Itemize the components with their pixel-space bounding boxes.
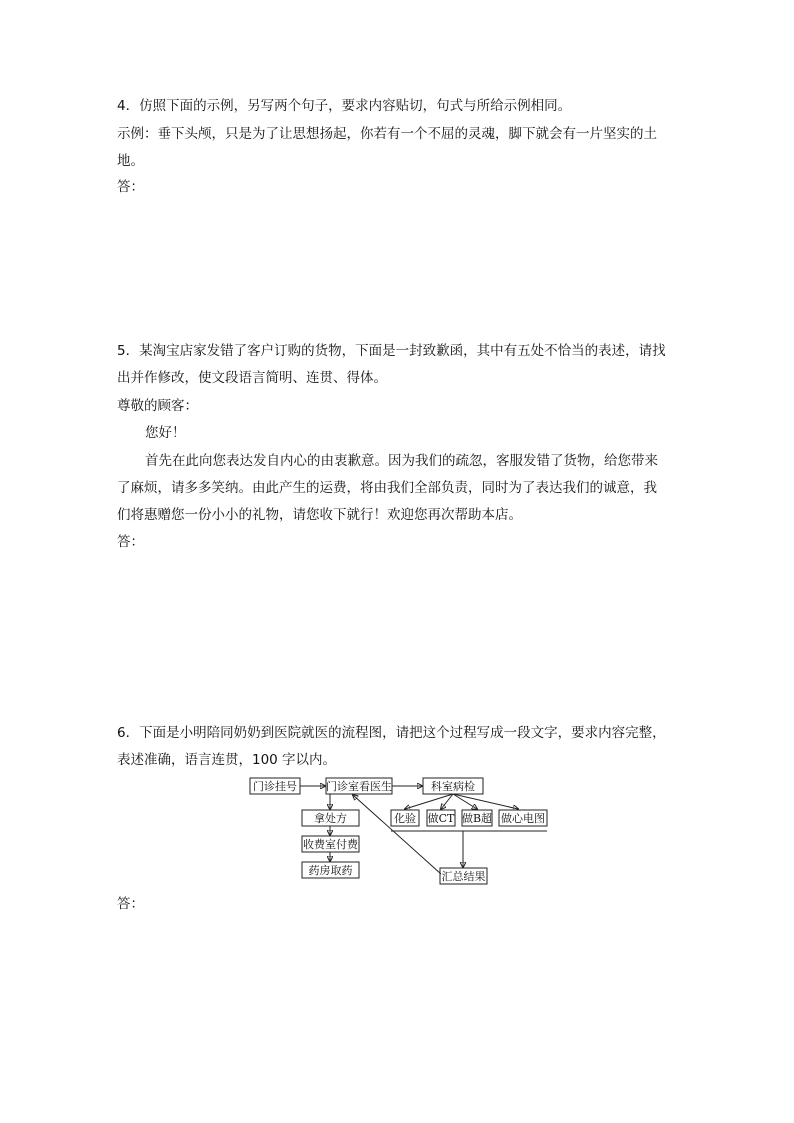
- letter-body-line-1: 首先在此向您表达发自内心的由衷歉意。因为我们的疏忽，客服发错了货物，给您带来: [145, 453, 658, 469]
- q6-prompt-line-1: 6．下面是小明陪同奶奶到医院就医的流程图，请把这个过程写成一段文字，要求内容完整，: [117, 725, 666, 741]
- edge-summary-to-doctor: [353, 795, 441, 874]
- node-b-ultrasound: 做B超: [461, 812, 493, 825]
- node-prescription: 拿处方: [314, 812, 347, 825]
- node-pay: 收费室付费: [303, 838, 358, 851]
- edge-dept-to-ecg: [453, 794, 518, 809]
- edge-dept-to-b-ultrasound: [453, 794, 477, 809]
- node-pharmacy: 药房取药: [308, 864, 353, 877]
- q4-prompt: 4．仿照下面的示例，另写两个句子，要求内容贴切，句式与所给示例相同。: [117, 98, 572, 114]
- letter-body-line-2: 了麻烦，请多多笑纳。由此产生的运费，将由我们全部负责，同时为了表达我们的诚意，我: [117, 480, 657, 496]
- node-see-doctor: 门诊室看医生: [326, 780, 392, 793]
- node-summary: 汇总结果: [441, 870, 486, 883]
- q5-prompt-line-2: 出并作修改，使文段语言简明、连贯、得体。: [117, 370, 387, 386]
- q4-example-line-2: 地。: [117, 153, 144, 169]
- letter-salutation: 尊敬的顾客：: [117, 398, 198, 414]
- letter-body-line-3: 们将惠赠您一份小小的礼物，请您收下就行！欢迎您再次帮助本店。: [117, 507, 522, 523]
- node-registration: 门诊挂号: [253, 780, 297, 793]
- node-ecg: 做心电图: [501, 812, 545, 825]
- q5-answer-label: 答：: [117, 534, 144, 550]
- hospital-flowchart: [240, 770, 560, 888]
- q4-answer-label: 答：: [117, 179, 144, 195]
- q4-example-line-1: 示例：垂下头颅，只是为了让思想扬起，你若有一个不屈的灵魂，脚下就会有一片坚实的土: [117, 126, 657, 142]
- q6-answer-label: 答：: [117, 896, 144, 912]
- node-ct: 做CT: [427, 812, 455, 825]
- letter-greeting: 您好！: [145, 425, 186, 441]
- node-lab: 化验: [394, 812, 416, 825]
- edge-dept-to-lab: [405, 794, 453, 809]
- node-dept-exam: 科室病检: [431, 780, 475, 793]
- q6-prompt-line-2: 表述准确，语言连贯，100 字以内。: [117, 752, 337, 768]
- q5-prompt-line-1: 5．某淘宝店家发错了客户订购的货物，下面是一封致歉函，其中有五处不恰当的表述，请找: [117, 343, 666, 359]
